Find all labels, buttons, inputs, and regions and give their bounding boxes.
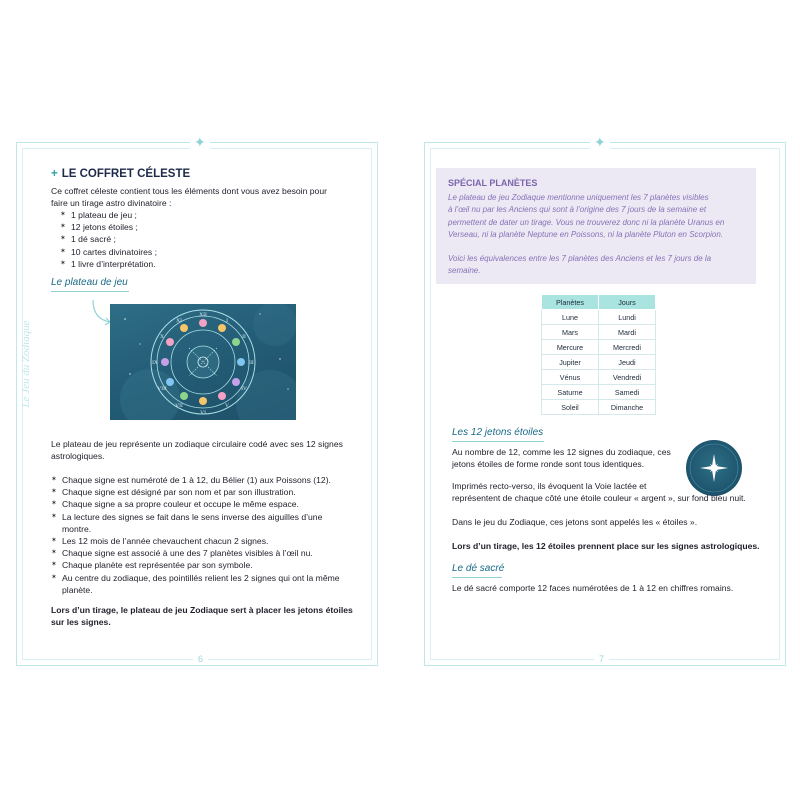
table-cell: Mardi xyxy=(599,325,656,340)
table-header: Planètes xyxy=(542,295,599,310)
left-page xyxy=(10,134,385,670)
heading-underline xyxy=(452,441,544,442)
svg-text:II: II xyxy=(242,334,246,340)
special-planets-box xyxy=(436,168,756,284)
table-cell: Soleil xyxy=(542,400,599,415)
table-row xyxy=(542,310,656,325)
table-cell: Mercure xyxy=(542,340,599,355)
svg-text:XII: XII xyxy=(199,312,207,318)
page-number: 7 xyxy=(594,654,609,664)
tokens-conclusion: Lors d’un tirage, les 12 étoiles prennent place sur les signes astrologiques. xyxy=(452,541,760,551)
table-cell: Mars xyxy=(542,325,599,340)
list-item: ✶ 1 livre d’interprétation. xyxy=(60,258,157,270)
dice-text: Le dé sacré comporte 12 faces numérotées de 1 à 12 en chiffres romains. xyxy=(452,583,734,593)
list-item-continuation: planète. xyxy=(62,584,93,595)
svg-text:IX: IX xyxy=(152,360,158,366)
board-facts-list xyxy=(51,474,361,596)
star-ornament-icon: ✦ xyxy=(590,135,610,149)
list-item: ✶ 12 jetons étoiles ; xyxy=(60,221,157,233)
table-cell: Lundi xyxy=(599,310,656,325)
board-description: Le plateau de jeu représente un zodiaque circulaire codé avec ses 12 signes astrologiques. xyxy=(51,439,343,461)
special-text: Le plateau de jeu Zodiaque mentionne uniquement les 7 planètes visibles à l’œil nu par les Anciens qui sont à l’origine des 7 jours de la semaine et permettent de dater un tirage. Vous ne trouverez donc ni la planète Uranus en Verseau, ni la planète Neptune en Poissons, ni la planète Pluton en Scorpion. Voici les équivalences entre les 7 planètes des Anciens et les 7 jours de la semaine. xyxy=(448,193,725,276)
list-item: ✶ Chaque signe est numéroté de 1 à 12, du Bélier (1) aux Poissons (12). xyxy=(51,474,361,486)
right-page xyxy=(418,134,793,670)
table-cell: Jeudi xyxy=(599,355,656,370)
spine-title: Le Jeu du Zodiaque xyxy=(20,320,32,408)
list-item: ✶ 10 cartes divinatoires ; xyxy=(60,246,157,258)
section-title: + LE COFFRET CÉLESTE xyxy=(51,168,191,180)
list-item: ✶ 1 dé sacré ; xyxy=(60,233,157,245)
tokens-text-3: Dans le jeu du Zodiaque, ces jetons sont appelés les « étoiles ». xyxy=(452,517,698,527)
table-row xyxy=(542,340,656,355)
plus-icon: + xyxy=(51,168,58,180)
special-title: SPÉCIAL PLANÈTES xyxy=(448,178,538,188)
contents-list xyxy=(60,209,157,270)
star-ornament-icon: ✦ xyxy=(190,135,210,149)
list-item: ✶ Chaque signe a sa propre couleur et occupe le même espace. xyxy=(51,498,361,510)
table-header: Jours xyxy=(599,295,656,310)
table-row xyxy=(542,385,656,400)
tokens-text-1: Au nombre de 12, comme les 12 signes du zodiaque, ces jetons étoiles de forme ronde sont tous identiques. xyxy=(452,447,671,469)
table-cell: Samedi xyxy=(599,385,656,400)
heading-underline xyxy=(51,291,129,292)
intro-text: Ce coffret céleste contient tous les éléments dont vous avez besoin pour faire un tirage astro divinatoire : xyxy=(51,186,327,208)
table-cell: Vendredi xyxy=(599,370,656,385)
list-item: ✶ Les 12 mois de l’année chevauchent chacun 2 signes. xyxy=(51,535,361,547)
table-cell: Vénus xyxy=(542,370,599,385)
svg-text:III: III xyxy=(248,360,254,366)
table-row xyxy=(542,355,656,370)
table-row xyxy=(542,325,656,340)
list-item-continuation: montre. xyxy=(62,523,92,534)
table-header-row xyxy=(542,295,656,310)
tokens-text-2: Imprimés recto-verso, ils évoquent la Voie lactée et représentent de chaque côté une étoile couleur « argent », sur fond bleu nuit. xyxy=(452,481,746,503)
list-item: ✶ Chaque planète est représentée par son symbole. xyxy=(51,559,361,571)
board-conclusion: Lors d’un tirage, le plateau de jeu Zodiaque sert à placer les jetons étoiles sur les signes. xyxy=(51,605,353,627)
svg-text:XI: XI xyxy=(176,318,182,324)
table-row xyxy=(542,370,656,385)
table-cell: Jupiter xyxy=(542,355,599,370)
zodiac-wheel-illustration xyxy=(110,304,296,420)
svg-text:X: X xyxy=(160,334,164,340)
board-heading: Le plateau de jeu xyxy=(51,277,128,288)
list-item: ✶ Chaque signe est associé à une des 7 planètes visibles à l’œil nu. xyxy=(51,547,361,559)
zodiac-board-image xyxy=(110,304,296,420)
table-cell: Mercredi xyxy=(599,340,656,355)
table-cell: Dimanche xyxy=(599,400,656,415)
svg-text:VII: VII xyxy=(175,403,183,409)
tokens-heading: Les 12 jetons étoiles xyxy=(452,427,544,438)
svg-text:VIII: VIII xyxy=(157,386,167,392)
table-row xyxy=(542,400,656,415)
svg-text:I: I xyxy=(226,318,228,324)
heading-underline xyxy=(452,577,502,578)
svg-text:IV: IV xyxy=(241,386,247,392)
svg-text:VI: VI xyxy=(200,410,206,416)
table-cell: Saturne xyxy=(542,385,599,400)
dice-heading: Le dé sacré xyxy=(452,563,505,574)
page-number: 6 xyxy=(193,654,208,664)
svg-text:V: V xyxy=(225,403,229,409)
list-item: ✶ Chaque signe est désigné par son nom et par son illustration. xyxy=(51,486,361,498)
planets-days-table xyxy=(541,294,656,415)
list-item: ✶ 1 plateau de jeu ; xyxy=(60,209,157,221)
table-cell: Lune xyxy=(542,310,599,325)
list-item: ✶ La lecture des signes se fait dans le sens inverse des aiguilles d’une xyxy=(51,511,361,523)
list-item: ✶ Au centre du zodiaque, des pointillés relient les 2 signes qui ont la même xyxy=(51,572,361,584)
